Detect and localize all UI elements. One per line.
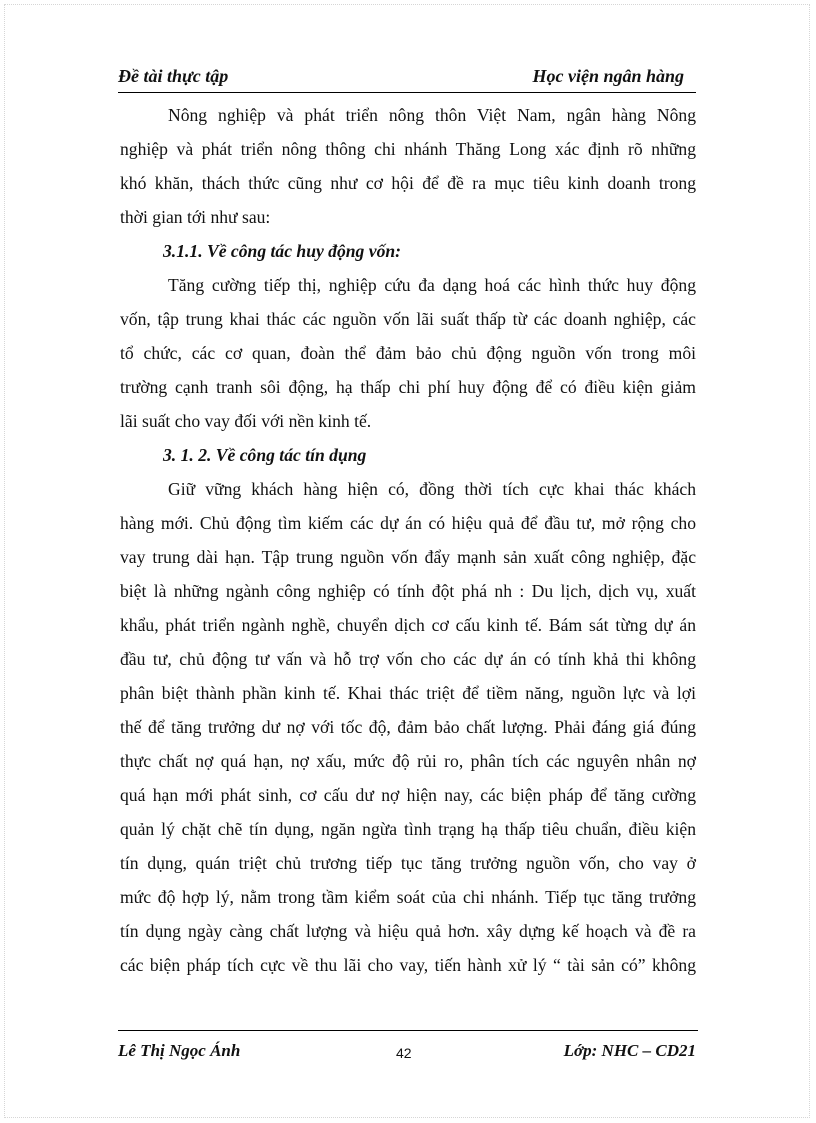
- paragraph-line: khẩu, phát triển ngành nghề, chuyển dịch cơ cấu kinh tế. Bám sát từng dự án: [120, 615, 696, 635]
- footer-class: Lớp: NHC – CD21: [563, 1041, 696, 1060]
- paragraph-line: thời gian tới như sau:: [120, 207, 271, 227]
- section-heading-capital: 3.1.1. Về công tác huy động vốn:: [163, 241, 402, 261]
- paragraph-line: quá hạn mới phát sinh, cơ cấu dư nợ hiện nay, các biện pháp để tăng cường: [120, 785, 696, 805]
- paragraph-line: tín dụng, quán triệt chủ trương tiếp tục tăng trưởng nguồn vốn, cho vay ở: [120, 853, 696, 873]
- paragraph-line: vốn, tập trung khai thác các nguồn vốn lãi suất thấp từ các doanh nghiệp, các: [120, 309, 696, 329]
- page-number: 42: [396, 1045, 412, 1061]
- paragraph-line: quản lý chặt chẽ tín dụng, ngăn ngừa tình trạng hạ thấp tiêu chuẩn, điều kiện: [120, 819, 696, 839]
- paragraph-line: tín dụng ngày càng chất lượng và hiệu quả hơn. xây dựng kế hoạch và đề ra: [120, 921, 696, 941]
- paragraph-line: đầu tư, chủ động tư vấn và hỗ trợ vốn cho các dự án có tính khả thi không: [120, 649, 696, 669]
- paragraph-line: Nông nghiệp và phát triển nông thôn Việt Nam, ngân hàng Nông: [168, 105, 696, 125]
- paragraph-line: mức độ hợp lý, nằm trong tầm kiểm soát của chi nhánh. Tiếp tục tăng trưởng: [120, 887, 696, 907]
- paragraph-line: thế để tăng trưởng dư nợ với tốc độ, đảm bảo chất lượng. Phải đáng giá đúng: [120, 717, 696, 737]
- header-institution: Học viện ngân hàng: [532, 66, 684, 86]
- page-header: [118, 64, 696, 93]
- document-body: [120, 98, 696, 982]
- page-footer: [118, 1030, 698, 1071]
- paragraph-line: hàng mới. Chủ động tìm kiếm các dự án có hiệu quả để đầu tư, mở rộng cho: [120, 513, 696, 533]
- paragraph-line: phân biệt thành phần kinh tế. Khai thác triệt để tiềm năng, nguồn lực và lợi: [120, 683, 696, 703]
- paragraph-line: tổ chức, các cơ quan, đoàn thể đảm bảo chủ động nguồn vốn trong môi: [120, 343, 696, 363]
- header-topic: Đề tài thực tập: [118, 66, 229, 86]
- paragraph-line: thực chất nợ quá hạn, nợ xấu, mức độ rủi ro, phân tích các nguyên nhân nợ: [120, 751, 696, 771]
- paragraph-line: lãi suất cho vay đối với nền kinh tế.: [120, 411, 372, 431]
- paragraph-line: Giữ vững khách hàng hiện có, đồng thời tích cực khai thác khách: [168, 479, 696, 499]
- footer-author: Lê Thị Ngọc Ánh: [118, 1041, 241, 1060]
- paragraph-line: vay trung dài hạn. Tập trung nguồn vốn đẩy mạnh sản xuất công nghiệp, đặc: [120, 547, 696, 567]
- paragraph-line: biệt là những ngành công nghiệp có tính đột phá nh : Du lịch, dịch vụ, xuất: [120, 581, 696, 601]
- section-heading-credit: 3. 1. 2. Về công tác tín dụng: [163, 445, 367, 465]
- paragraph-line: trường cạnh tranh sôi động, hạ thấp chi phí huy động để có điều kiện giảm: [120, 377, 696, 397]
- paragraph-line: khó khăn, thách thức cũng như cơ hội để đề ra mục tiêu kinh doanh trong: [120, 173, 696, 193]
- paragraph-line: các biện pháp tích cực về thu lãi cho vay, tiến hành xử lý “ tài sản có” không: [120, 955, 696, 975]
- paragraph-line: nghiệp và phát triển nông thông chi nhánh Thăng Long xác định rõ những: [120, 139, 696, 159]
- paragraph-line: Tăng cường tiếp thị, nghiệp cứu đa dạng hoá các hình thức huy động: [168, 275, 696, 295]
